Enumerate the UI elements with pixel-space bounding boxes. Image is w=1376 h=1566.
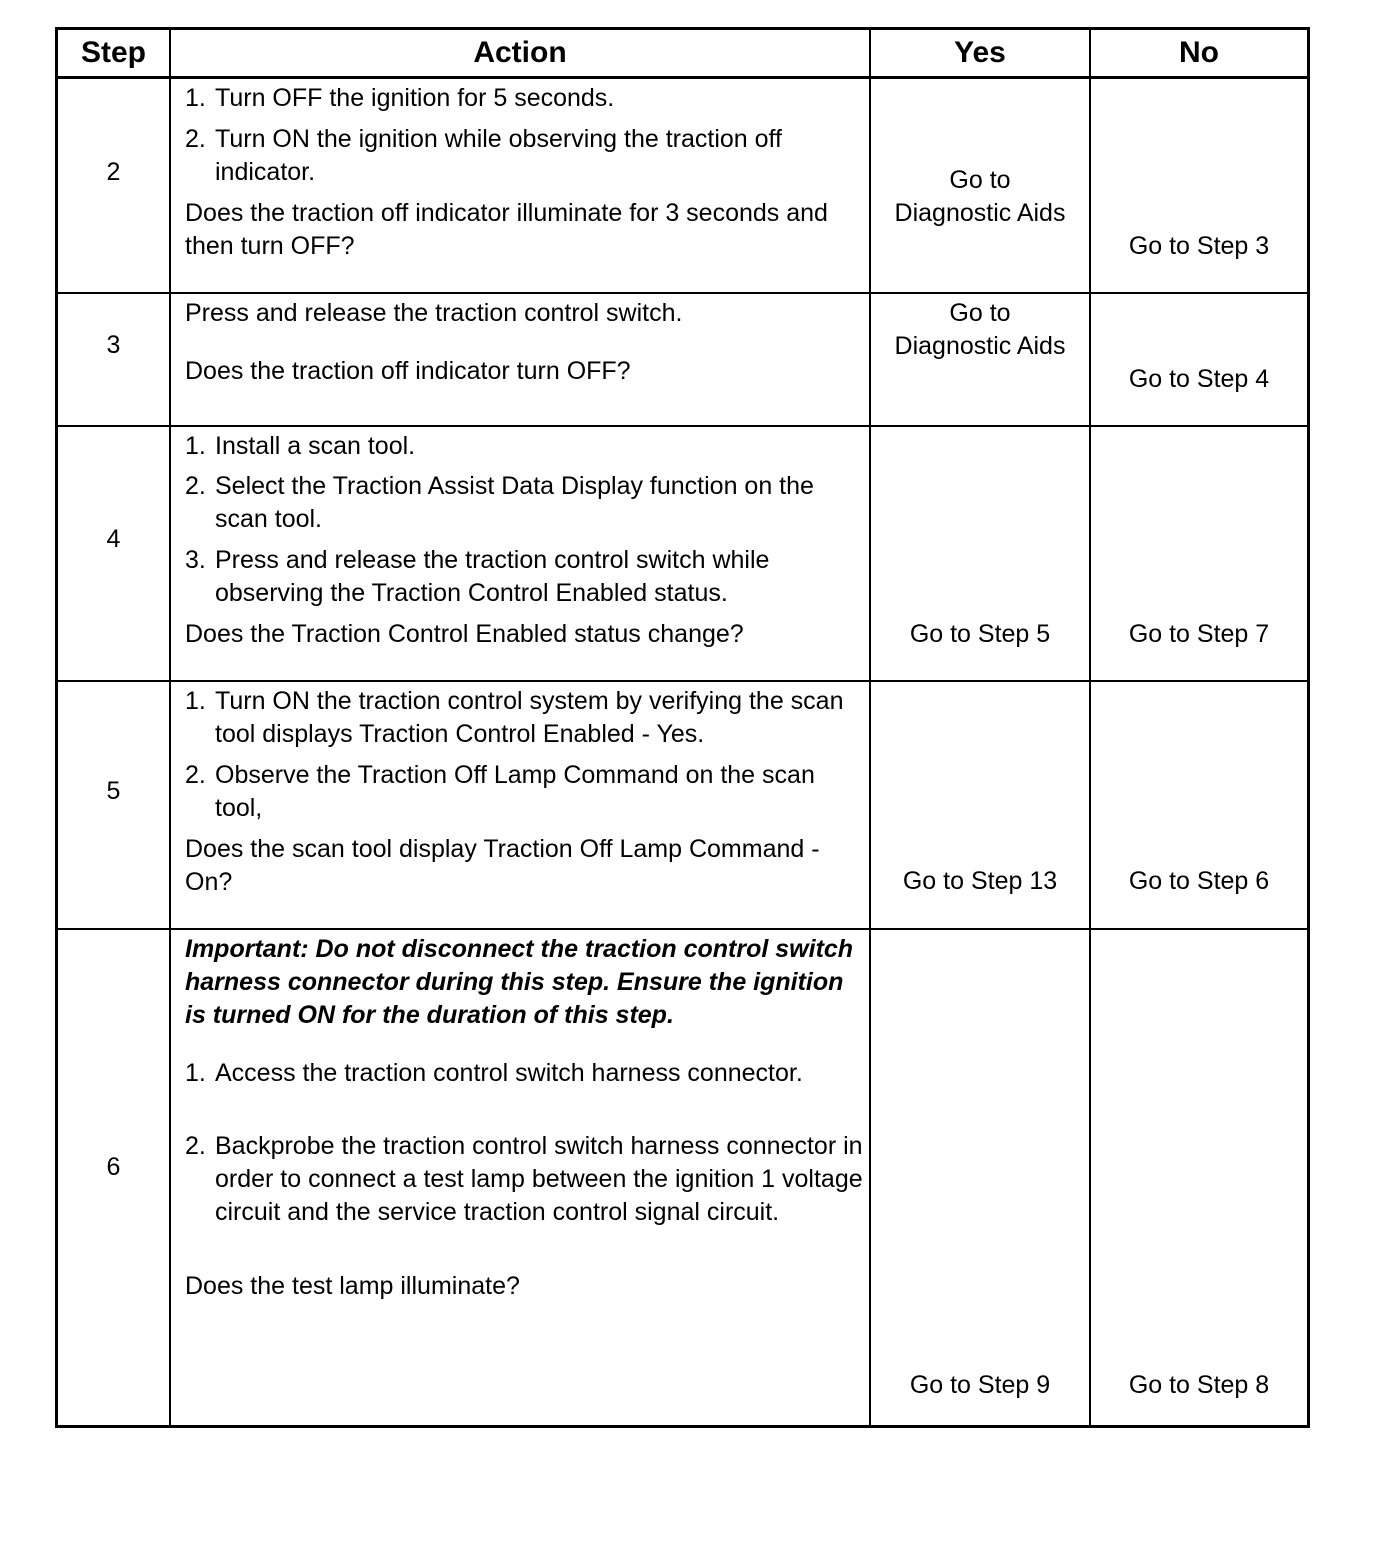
step-number: 4 — [106, 525, 121, 553]
action-question: Does the scan tool display Traction Off Lamp Command - On? — [185, 835, 820, 896]
action-question: Does the traction off indicator turn OFF? — [185, 357, 631, 385]
yes-result: Go to Step 5 — [909, 620, 1051, 648]
no-result: Go to Step 7 — [1128, 620, 1270, 648]
yes-result: Go to Diagnostic Aids — [894, 166, 1066, 227]
action-question: Does the Traction Control Enabled status change? — [185, 620, 744, 648]
step-number: 6 — [106, 1153, 121, 1181]
header-action: Action — [473, 36, 567, 69]
row-divider — [58, 292, 1307, 294]
action-question: Does the traction off indicator illuminate for 3 seconds and then turn OFF? — [185, 199, 828, 260]
row-divider — [58, 425, 1307, 427]
action-cell — [185, 430, 865, 651]
action-step-item: 2. Backprobe the traction control switch harness connector in order to connect a test lamp between the ignition 1 voltage circuit and the service traction control signal circuit. — [185, 1132, 863, 1226]
action-step-item: 3. Press and release the traction control switch while observing the Traction Control Enabled status. — [185, 546, 770, 607]
step-number: 3 — [106, 331, 121, 359]
yes-result: Go to Step 9 — [909, 1371, 1051, 1399]
action-step-item: 1. Turn OFF the ignition for 5 seconds. — [185, 84, 615, 112]
action-cell — [185, 933, 865, 1303]
column-divider — [869, 30, 871, 1425]
yes-result: Go to Step 13 — [902, 867, 1058, 895]
action-cell — [185, 297, 865, 388]
action-cell — [185, 685, 865, 899]
header-divider — [58, 76, 1307, 79]
action-step-item: 2. Observe the Traction Off Lamp Command on the scan tool, — [185, 761, 815, 822]
action-step-item: 1. Turn ON the traction control system by verifying the scan tool displays Traction Control Enabled - Yes. — [185, 687, 844, 748]
header-yes: Yes — [954, 36, 1006, 69]
action-step-item: 2. Select the Traction Assist Data Display function on the scan tool. — [185, 472, 814, 533]
row-divider — [58, 928, 1307, 930]
yes-result: Go to Diagnostic Aids — [894, 299, 1066, 360]
no-result: Go to Step 6 — [1128, 867, 1270, 895]
no-result: Go to Step 4 — [1128, 365, 1270, 393]
action-question: Does the test lamp illuminate? — [185, 1272, 520, 1300]
step-number: 2 — [106, 158, 121, 186]
action-step-item: 2. Turn ON the ignition while observing the traction off indicator. — [185, 125, 782, 186]
header-no: No — [1179, 36, 1219, 69]
step-number: 5 — [106, 777, 121, 805]
header-step: Step — [80, 36, 146, 69]
no-result: Go to Step 8 — [1128, 1371, 1270, 1399]
no-result: Go to Step 3 — [1128, 232, 1270, 260]
action-step-item: 1. Install a scan tool. — [185, 432, 416, 460]
column-divider — [169, 30, 171, 1425]
action-instruction: Press and release the traction control switch. — [185, 299, 683, 327]
important-note: Important: Do not disconnect the traction control switch harness connector during this step. Ensure the ignition is turned ON for the duration of this step. — [185, 935, 854, 1029]
action-cell — [185, 82, 865, 263]
action-step-item: 1. Access the traction control switch harness connector. — [185, 1059, 803, 1087]
diagnostic-table — [55, 27, 1310, 1428]
row-divider — [58, 680, 1307, 682]
